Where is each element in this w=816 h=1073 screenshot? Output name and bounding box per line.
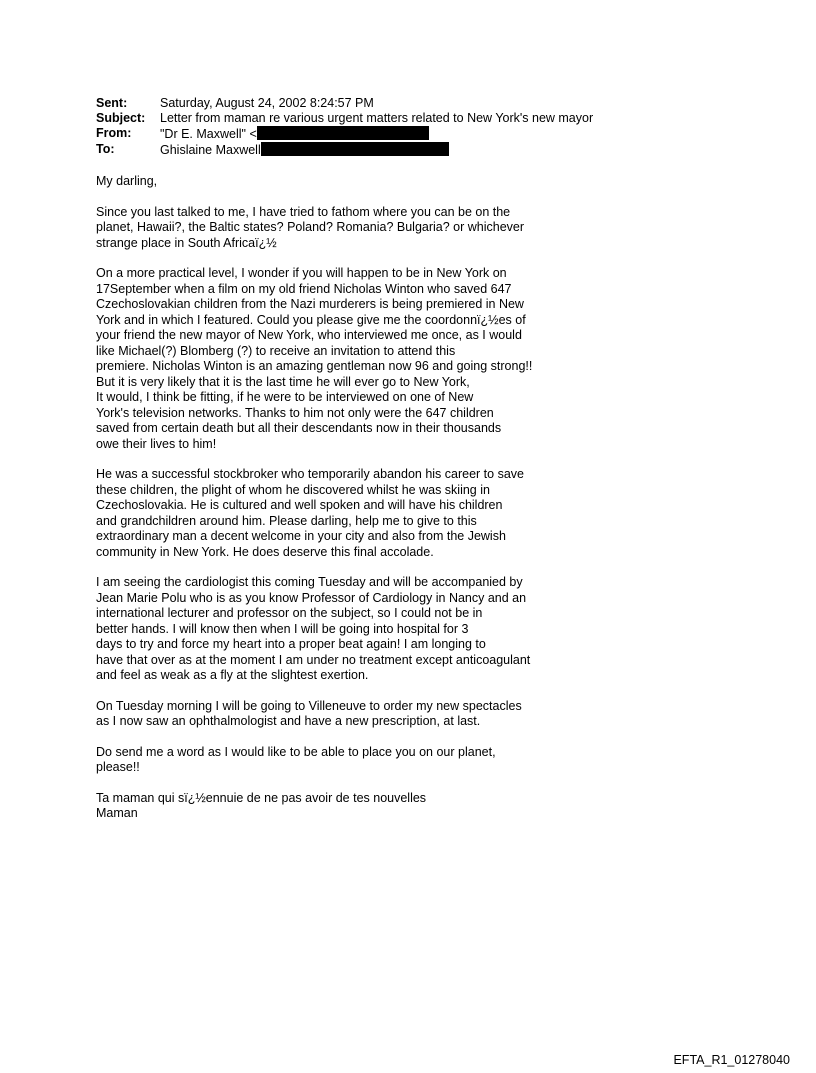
letter-line: extraordinary man a decent welcome in your city and also from the Jewish [96, 529, 506, 543]
letter-line: please!! [96, 760, 140, 774]
to-cell [160, 142, 593, 158]
letter-line: Do send me a word as I would like to be able to place you on our planet, [96, 744, 496, 759]
letter-line: Since you last talked to me, I have tried to fathom where you can be on the [96, 204, 511, 219]
to-row [96, 142, 593, 158]
subject-row [96, 111, 593, 126]
from-label: From: [96, 126, 132, 140]
letter-line: Czechoslovakian children from the Nazi murderers is being premiered in New [96, 297, 524, 311]
letter-line: strange place in South Africaï¿½ [96, 235, 277, 250]
letter-line: international lecturer and professor on the subject, so I could not be in [96, 606, 483, 620]
to-label: To: [96, 142, 115, 156]
redaction-bar-to [261, 142, 449, 156]
letter-line: like Michael(?) Blomberg (?) to receive an invitation to attend this [96, 343, 456, 358]
sent-label: Sent: [96, 96, 128, 110]
letter-line: It would, I think be fitting, if he were to be interviewed on one of New [96, 390, 474, 404]
letter-paragraph [96, 205, 786, 252]
subject-value: Letter from maman re various urgent matters related to New York's new mayor [160, 111, 594, 125]
letter-line: owe their lives to him! [96, 436, 217, 451]
letter-line: York's television networks. Thanks to him not only were the 647 children [96, 405, 494, 420]
letter-line: But it is very likely that it is the last time he will ever go to New York, [96, 374, 470, 389]
letter-line: saved from certain death but all their descendants now in their thousands [96, 421, 502, 435]
letter-line: Ta maman qui sï¿½ennuie de ne pas avoir de tes nouvelles [96, 790, 427, 805]
to-value: Ghislaine Maxwell [160, 143, 261, 157]
letter-paragraph [96, 575, 786, 684]
letter-paragraph [96, 467, 786, 560]
letter-paragraph [96, 745, 786, 776]
letter-line: planet, Hawaii?, the Baltic states? Poland? Romania? Bulgaria? or whichever [96, 220, 525, 234]
from-cell [160, 126, 593, 142]
letter-line: I am seeing the cardiologist this coming Tuesday and will be accompanied by [96, 575, 523, 589]
letter-line: He was a successful stockbroker who temporarily abandon his career to save [96, 467, 524, 481]
letter-body [96, 174, 786, 822]
from-row [96, 126, 593, 142]
subject-label: Subject: [96, 111, 146, 125]
letter-line: My darling, [96, 174, 158, 188]
letter-line: as I now saw an ophthalmologist and have a new prescription, at last. [96, 714, 481, 728]
email-header [96, 96, 593, 158]
letter-line: these children, the plight of whom he discovered whilst he was skiing in [96, 482, 490, 497]
letter-paragraph [96, 266, 786, 452]
letter-line: days to try and force my heart into a proper beat again! I am longing to [96, 637, 486, 651]
letter-line: and grandchildren around him. Please darling, help me to give to this [96, 513, 477, 528]
letter-line: community in New York. He does deserve this final accolade. [96, 544, 434, 559]
letter-line: York and in which I featured. Could you please give me the coordonnï¿½es of [96, 312, 526, 327]
letter-paragraph [96, 699, 786, 730]
letter-paragraph [96, 174, 786, 190]
letter-line: have that over as at the moment I am under no treatment except anticoagulant [96, 652, 531, 667]
letter-line: premiere. Nicholas Winton is an amazing gentleman now 96 and going strong!! [96, 359, 533, 373]
email-printout [96, 96, 786, 837]
redaction-bar-from [257, 126, 429, 140]
letter-line: Czechoslovakia. He is cultured and well spoken and will have his children [96, 498, 503, 512]
sent-value: Saturday, August 24, 2002 8:24:57 PM [160, 96, 374, 110]
letter-line: Maman [96, 806, 138, 820]
from-value: "Dr E. Maxwell" < [160, 127, 257, 141]
letter-line: On Tuesday morning I will be going to Villeneuve to order my new spectacles [96, 698, 522, 713]
letter-line: Jean Marie Polu who is as you know Professor of Cardiology in Nancy and an [96, 590, 527, 605]
letter-line: 17September when a film on my old friend Nicholas Winton who saved 647 [96, 281, 512, 296]
document-id: EFTA_R1_01278040 [673, 1053, 790, 1067]
letter-line: your friend the new mayor of New York, who interviewed me once, as I would [96, 328, 522, 342]
letter-line: and feel as weak as a fly at the slightest exertion. [96, 668, 369, 682]
letter-line: On a more practical level, I wonder if you will happen to be in New York on [96, 266, 507, 280]
letter-line: better hands. I will know then when I will be going into hospital for 3 [96, 621, 469, 636]
letter-paragraph [96, 791, 786, 822]
sent-row [96, 96, 593, 111]
